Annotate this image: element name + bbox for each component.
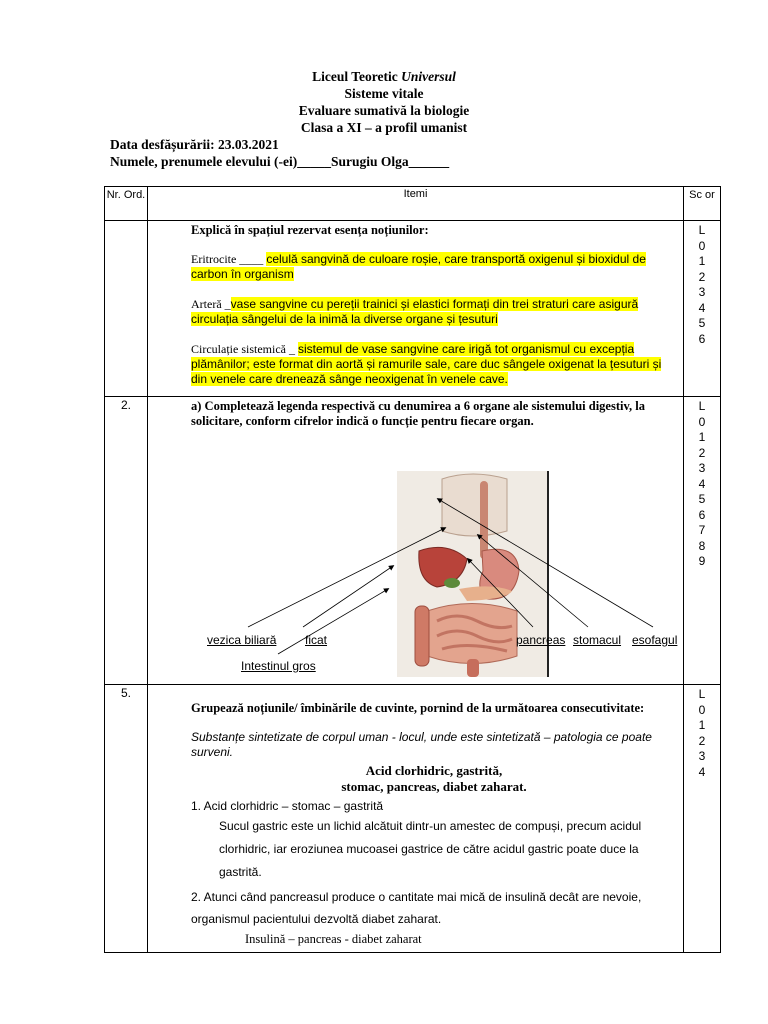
answer-highlight: sistemul de vase sangvine care irigă tot organismul cu excepția plămânilor; este format din aortă și ramurile sale, care duc sângele oxigenat la țesuturi și din venele care drenează sânge neoxigenat în venele cave. xyxy=(191,342,662,386)
row-number xyxy=(105,221,148,397)
sequence-instruction: Substanțe sintetizate de corpul uman - locul, unde este sintetizată – patologia ce poate surveni. xyxy=(191,730,652,759)
answer-1-title: 1. Acid clorhidric – stomac – gastrită xyxy=(191,799,384,813)
terms-line-2: stomac, pancreas, diabet zaharat. xyxy=(341,779,527,794)
item-title: a) Completează legenda respectivă cu denumirea a 6 organe ale sistemului digestiv, la solicitare, conform cifrelor indică o funcție pentru fiecare organ. xyxy=(191,399,646,428)
label-vezica-biliara: vezica biliară xyxy=(207,633,277,647)
term-eritrocite: Eritrocite ____ celulă sangvină de culoare roșie, care transportă oxigenul și bioxidul de carbon în organism xyxy=(191,252,646,281)
term-artera: Arteră _vase sangvine cu pereții trainici și elastici formați din trei straturi care asigură circulația sângelui de la inimă la diverse organe și țesuturi xyxy=(191,297,639,326)
header-scor: Sc or xyxy=(684,187,721,221)
evaluation-table xyxy=(104,186,721,953)
student-line: Numele, prenumele elevului (-ei)_____Surugiu Olga______ xyxy=(110,154,450,169)
subject-line: Sisteme vitale xyxy=(344,86,424,101)
evaluation-line: Evaluare sumativă la biologie xyxy=(298,103,470,118)
item-title: Explică în spațiul rezervat esența noțiunilor: xyxy=(191,223,429,237)
table-row xyxy=(105,221,721,397)
label-ficat: ficat xyxy=(305,633,328,647)
table-row xyxy=(105,397,721,685)
answer-highlight: celulă sangvină de culoare roșie, care transportă oxigenul și bioxidul de carbon în organism xyxy=(191,252,646,281)
school-line: Liceul Teoretic Universul xyxy=(312,69,456,84)
label-pancreas: pancreas xyxy=(516,633,566,647)
score-column: L 0 1 2 3 4 xyxy=(684,685,721,953)
header-itemi: Itemi xyxy=(148,187,684,221)
date-line: Data desfășurării: 23.03.2021 xyxy=(110,137,279,152)
table-row xyxy=(105,685,721,953)
terms-line-1: Acid clorhidric, gastrită, xyxy=(365,763,503,778)
school-name: Universul xyxy=(401,69,456,84)
document-header xyxy=(0,68,768,136)
score-column: L 0 1 2 3 4 5 6 7 8 9 xyxy=(684,397,721,685)
item-cell xyxy=(148,685,684,953)
label-esofagul: esofagul xyxy=(632,633,678,647)
row-number: 5. xyxy=(105,685,148,953)
score-column: L 0 1 2 3 4 5 6 xyxy=(684,221,721,397)
answer-1-text: Sucul gastric este un lichid alcătuit dintr-un amestec de compuși, precum acidul clorhidric, iar eroziunea mucoasei gastrice de către acidul gastric poate duce la gastrită. xyxy=(219,819,642,879)
label-intestinul-gros: Intestinul gros xyxy=(241,659,316,673)
digestive-figure xyxy=(191,429,679,684)
row-number: 2. xyxy=(105,397,148,685)
table-header-row xyxy=(105,187,721,221)
term-circulatie: Circulație sistemică _ sistemul de vase sangvine care irigă tot organismul cu excepția plămânilor; este format din aortă și ramurile sale, care duc sângele oxigenat la țesuturi și din venele care drenează sânge neoxigenat în venele cave. xyxy=(191,342,662,386)
answer-highlight: vase sangvine cu pereții trainici și elastici formați din trei straturi care asigură circulația sângelui de la inimă la diverse organe și țesuturi xyxy=(191,297,639,326)
answer-2-chain: Insulină – pancreas - diabet zaharat xyxy=(245,932,422,946)
item-cell xyxy=(148,221,684,397)
item-title: Grupează noțiunile/ îmbinările de cuvinte, pornind de la următoarea consecutivitate: xyxy=(191,701,645,715)
answer-2-text: 2. Atunci când pancreasul produce o cantitate mai mică de insulină decât are nevoie, organismul pacientului dezvoltă diabet zaharat. xyxy=(191,890,642,926)
label-stomacul: stomacul xyxy=(573,633,622,647)
item-cell xyxy=(148,397,684,685)
class-line: Clasa a XI – a profil umanist xyxy=(300,120,468,135)
header-nr: Nr. Ord. xyxy=(105,187,148,221)
